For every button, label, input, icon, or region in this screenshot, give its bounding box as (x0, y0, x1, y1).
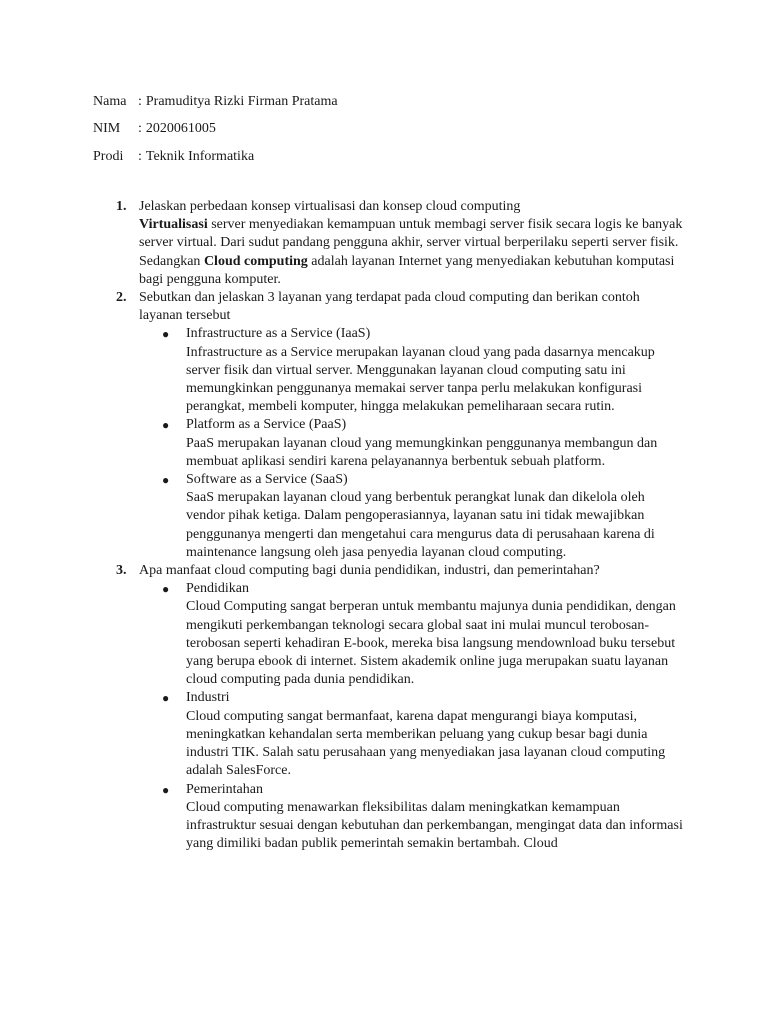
bullet-icon: ● (162, 782, 170, 797)
nim-row (93, 116, 338, 144)
list-item (139, 781, 685, 854)
item-body: Cloud computing menawarkan fleksibilitas dalam meningkatkan kemampuan infrastruktur sesuai dengan kebutuhan dan perkembangan, mengingat data dan informasi yang dimiliki badan publik pemerintah semakin bertambah. Cloud (186, 799, 683, 852)
item-body: Infrastructure as a Service merupakan layanan cloud yang pada dasarnya mencakup server fisik dan virtual server. Menggunakan layanan cloud computing satu ini memungkinkan penggunanya memakai server tanpa perlu melakukan konfigurasi perangkat, membeli komputer, hingga melakukan pemeliharaan secara rutin. (186, 344, 655, 415)
question-2 (93, 289, 685, 562)
item-body: Cloud Computing sangat berperan untuk membantu majunya dunia pendidikan, dengan mengikuti perkembangan teknologi secara global saat ini mulai muncul terobosan-terobosan seperti kehadiran E-book, mereka bisa langsung mendownload buku tersebut yang berupa ebook di internet. Sistem akademik online juga merupakan suatu layanan cloud computing pada dunia pendidikan. (186, 599, 676, 688)
prodi-separator: : (138, 148, 142, 164)
list-item (139, 580, 685, 689)
item-title: Industri (186, 690, 230, 706)
term-cloud-computing: Cloud computing (203, 253, 308, 269)
item-title: Pendidikan (186, 581, 249, 597)
item-body: PaaS merupakan layanan cloud yang memungkinkan penggunanya membangun dan membuat aplikasi sendiri karena pelayanannya berbentuk sebuah platform. (186, 435, 658, 469)
prodi-value: Teknik Informatika (145, 148, 255, 164)
list-item (139, 471, 685, 562)
term-virtualisasi: Virtualisasi (139, 217, 208, 233)
item-title: Infrastructure as a Service (IaaS) (186, 326, 371, 342)
answer-part-2: adalah layanan Internet yang menyediakan kebutuhan komputasi bagi pengguna komputer. (139, 253, 675, 287)
bullet-icon: ● (162, 691, 170, 706)
student-info (93, 88, 338, 171)
question-number: 3. (116, 563, 127, 579)
answer-part-1: server menyediakan kemampuan untuk membagi server fisik secara logis ke banyak server virtual. Dari sudut pandang pengguna akhir, server virtual berperilaku seperti server fisik. Sedangkan (139, 217, 683, 269)
bullet-icon: ● (162, 582, 170, 597)
name-label: Nama (93, 93, 127, 109)
prodi-row (93, 143, 338, 171)
question-number: 1. (116, 199, 127, 214)
question-text: Jelaskan perbedaan konsep virtualisasi dan konsep cloud computing (139, 199, 521, 214)
question-number: 2. (116, 290, 127, 306)
item-title: Software as a Service (SaaS) (186, 472, 348, 488)
name-row (93, 88, 338, 116)
nim-value: 2020061005 (145, 121, 216, 137)
item-body: SaaS merupakan layanan cloud yang berbentuk perangkat lunak dan dikelola oleh vendor pihak ketiga. Dalam pengoperasiannya, layanan satu ini tidak mewajibkan penggunanya mengerti dan mengetahui cara mengurus data di perusahaan karena di maintenance langsung oleh jasa penyedia layanan cloud computing. (186, 490, 655, 560)
item-body: Cloud computing sangat bermanfaat, karena dapat mengurangi biaya komputasi, meningkatkan kehandalan serta memberikan peluang yang cukup besar bagi dunia industri TIK. Salah satu perusahaan yang menyediakan jasa layanan cloud computing adalah SalesForce. (186, 708, 666, 779)
list-item (139, 325, 685, 416)
question-3 (93, 562, 685, 853)
question-text: Sebutkan dan jelaskan 3 layanan yang terdapat pada cloud computing dan berikan contoh layanan tersebut (139, 290, 640, 324)
nim-label: NIM (93, 121, 121, 137)
question-text: Apa manfaat cloud computing bagi dunia pendidikan, industri, dan pemerintahan? (139, 563, 600, 579)
list-item (139, 689, 685, 780)
item-title: Platform as a Service (PaaS) (186, 417, 347, 433)
bullet-icon: ● (162, 327, 170, 342)
answer-text (139, 216, 685, 289)
bullet-icon: ● (162, 418, 170, 433)
nim-separator: : (138, 121, 142, 137)
benefit-list (139, 580, 685, 853)
prodi-label: Prodi (93, 148, 124, 164)
question-list (93, 198, 685, 853)
service-list (139, 325, 685, 562)
item-title: Pemerintahan (186, 781, 263, 797)
bullet-icon: ● (162, 473, 170, 488)
list-item (139, 416, 685, 471)
question-1 (93, 198, 685, 289)
name-value: Pramuditya Rizki Firman Pratama (145, 93, 338, 109)
name-separator: : (138, 93, 142, 109)
